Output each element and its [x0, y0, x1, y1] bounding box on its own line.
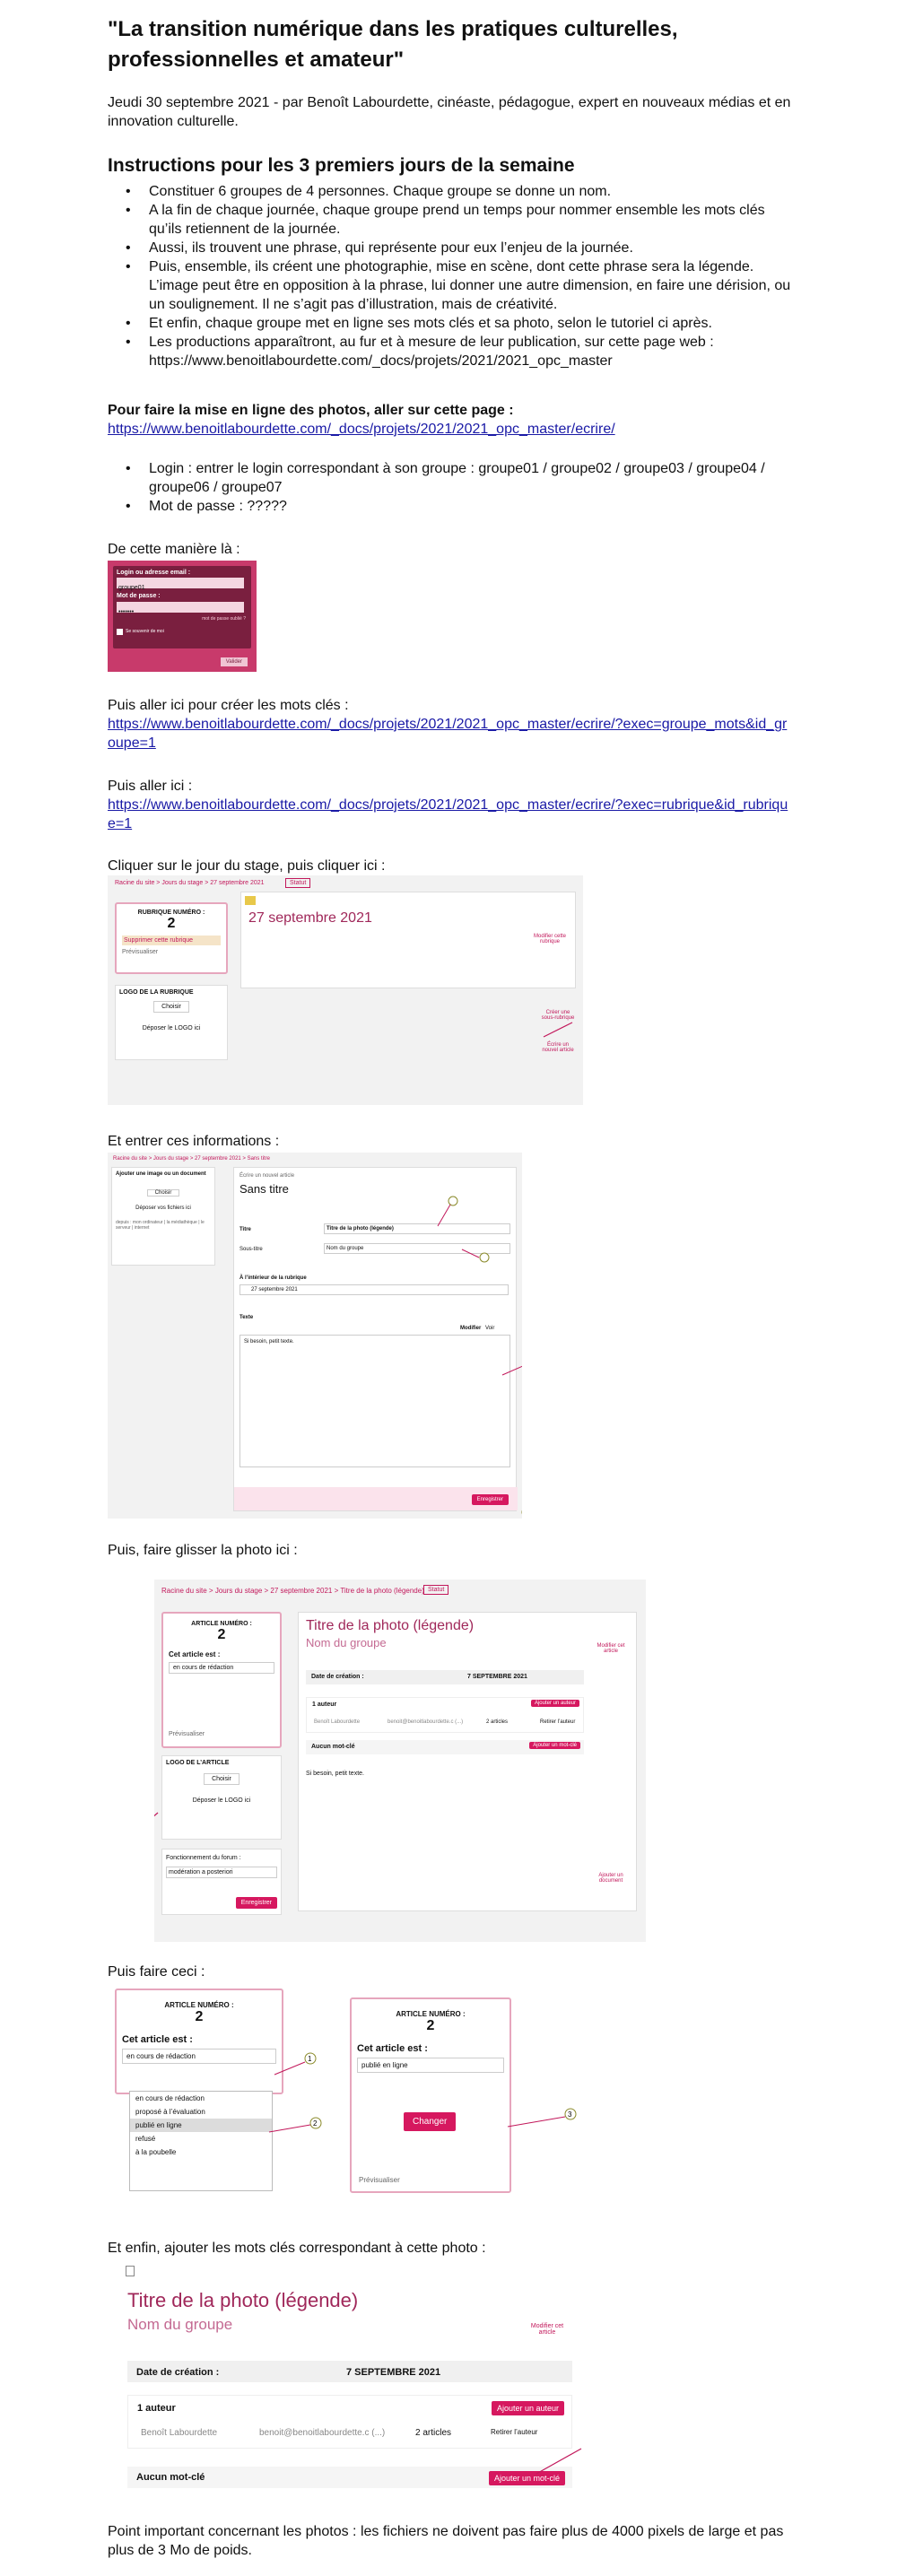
form-title: Sans titre — [239, 1182, 289, 1196]
author-name[interactable]: Benoît Labourdette — [314, 1719, 361, 1725]
remove-author[interactable]: Retirer l’auteur — [540, 1719, 576, 1725]
choose-button[interactable]: Choisir — [153, 1001, 189, 1013]
login-list — [108, 459, 798, 516]
breadcrumb[interactable]: Racine du site > Jours du stage > 27 septembre 2021 > Sans titre — [113, 1156, 270, 1162]
date-label: Date de création : — [136, 2367, 220, 2378]
marker-label: 2 — [313, 2119, 318, 2128]
arrow-icon — [538, 1019, 574, 1046]
instructions-list — [108, 182, 798, 370]
rubrique-info-box — [115, 902, 228, 974]
status-option[interactable]: à la poubelle — [135, 2148, 177, 2156]
forum-label: Fonctionnement du forum : — [166, 1855, 241, 1861]
save-button[interactable]: Enregistrer — [472, 1494, 509, 1505]
save-button[interactable]: Enregistrer — [236, 1897, 277, 1909]
modify-article[interactable]: Modifier cet article — [597, 1643, 625, 1654]
status-option[interactable]: refusé — [135, 2135, 156, 2143]
add-keywords-text: Et enfin, ajouter les mots clés correspondant à cette photo : — [108, 2241, 486, 2256]
submit-button[interactable]: Valider — [221, 657, 248, 666]
article-form-screenshot — [108, 1153, 522, 1519]
marker-label: 1 — [308, 2055, 312, 2063]
rubrique-screenshot — [108, 875, 583, 1105]
authors-label: 1 auteur — [312, 1701, 337, 1708]
article-subtitle: Nom du groupe — [127, 2316, 233, 2333]
preview-link[interactable]: Prévisualiser — [359, 2176, 400, 2184]
login-screenshot — [108, 561, 257, 672]
author-name[interactable]: Benoît Labourdette — [141, 2428, 218, 2438]
login-label: Login ou adresse email : — [117, 570, 191, 576]
remember-checkbox[interactable] — [117, 629, 123, 635]
status-screenshot — [108, 1985, 583, 2200]
drop-zone[interactable]: Déposer vos fichiers ici — [135, 1205, 191, 1211]
remember-label: Se souvenir de moi — [126, 629, 164, 634]
breadcrumb[interactable]: Racine du site > Jours du stage > 27 septembre 2021 > Titre de la photo (légende) — [161, 1587, 424, 1595]
status-button[interactable]: Statut — [285, 878, 310, 888]
article-number-label: ARTICLE NUMÉRO : — [191, 1621, 252, 1627]
drop-zone[interactable]: Déposer le LOGO ici — [192, 1797, 251, 1804]
instructions-heading: Instructions pour les 3 premiers jours de la semaine — [108, 155, 575, 176]
logo-box — [115, 985, 228, 1060]
date-label: Date de création : — [311, 1674, 364, 1680]
drop-zone[interactable]: Déposer le LOGO ici — [142, 1025, 201, 1031]
breadcrumb[interactable]: Racine du site > Jours du stage > 27 septembre 2021 — [115, 880, 265, 886]
article-number-label: ARTICLE NUMÉRO : — [396, 2010, 466, 2018]
change-button[interactable]: Changer — [404, 2112, 456, 2131]
article-body: Si besoin, petit texte. — [306, 1771, 364, 1777]
add-keyword-button[interactable]: Ajouter un mot-clé — [489, 2471, 565, 2485]
choose-button[interactable]: Choisir — [147, 1189, 179, 1197]
login-field[interactable]: groupe01 — [117, 578, 244, 588]
status-select[interactable]: en cours de rédaction — [169, 1662, 274, 1674]
create-subrubrique[interactable]: Créer une sous-rubrique — [541, 1010, 575, 1021]
modify-article[interactable]: Modifier cet article — [530, 2323, 564, 2336]
article-number-label: ARTICLE NUMÉRO : — [164, 2001, 234, 2009]
click-day-text: Cliquer sur le jour du stage, puis cliquer ici : — [108, 858, 386, 874]
logo-label: LOGO DE LA RUBRIQUE — [119, 989, 194, 996]
add-image-label: Ajouter une image ou un document — [116, 1171, 206, 1177]
article-subtitle: Nom du groupe — [306, 1636, 387, 1649]
upload-link[interactable]: https://www.benoitlabourdette.com/_docs/projets/2021/2021_opc_master/ecrire/ — [108, 422, 615, 437]
add-author-button[interactable]: Ajouter un auteur — [531, 1700, 579, 1707]
password-field[interactable]: ••••••• — [117, 602, 244, 613]
then-go-text: Puis aller ici : — [108, 779, 193, 794]
article-title: Titre de la photo (légende) — [127, 2289, 359, 2311]
date-value: 7 SEPTEMBRE 2021 — [467, 1674, 527, 1680]
modify-tab[interactable]: Modifier — [460, 1326, 482, 1331]
article-number: 2 — [217, 1627, 226, 1642]
list-item: • Login : entrer le login correspondant à son groupe : groupe01 / groupe02 / groupe03 / groupe04 / groupe06 / groupe07 — [108, 459, 798, 497]
arrow-icon — [154, 1580, 646, 1942]
status-label: Cet article est : — [122, 2034, 193, 2045]
preview-link[interactable]: Prévisualiser — [122, 949, 159, 955]
list-item: • Constituer 6 groupes de 4 personnes. Chaque groupe se donne un nom. — [108, 182, 798, 201]
date-value: 7 SEPTEMBRE 2021 — [346, 2367, 441, 2378]
list-item: • Mot de passe : ????? — [108, 497, 798, 516]
add-author-button[interactable]: Ajouter un auteur — [492, 2401, 564, 2415]
add-document[interactable]: Ajouter un document — [598, 1873, 623, 1884]
list-item: • A la fin de chaque journée, chaque groupe prend un temps pour nommer ensemble les mots clés qu’ils retiennent de la journée. — [108, 201, 798, 239]
status-option[interactable]: en cours de rédaction — [135, 2094, 205, 2102]
add-keyword-button[interactable]: Ajouter un mot-clé — [529, 1742, 580, 1749]
title-input[interactable]: Titre de la photo (légende) — [324, 1223, 510, 1234]
view-tab[interactable]: Voir — [485, 1326, 495, 1331]
keywords-label: Aucun mot-clé — [136, 2472, 205, 2483]
delete-rubrique[interactable]: Supprimer cette rubrique — [122, 936, 221, 945]
keywords-link[interactable]: https://www.benoitlabourdette.com/_docs/projets/2021/2021_opc_master/ecrire/?exec=groupe_mots&id_groupe=1 — [108, 717, 788, 751]
preview-link[interactable]: Prévisualiser — [169, 1731, 205, 1737]
article-title: Titre de la photo (légende) — [306, 1618, 475, 1633]
page-title: "La transition numérique dans les pratiques culturelles, professionnelles et amateur" — [108, 17, 678, 72]
annotation-arrows — [108, 1153, 522, 1519]
status-select[interactable]: publié en ligne — [357, 2058, 504, 2073]
article-screenshot — [154, 1580, 646, 1942]
parent-select[interactable]: 27 septembre 2021 — [239, 1284, 509, 1295]
folder-icon — [245, 896, 256, 905]
authors-label: 1 auteur — [137, 2403, 176, 2414]
article-number: 2 — [195, 2009, 204, 2024]
status-label: Cet article est : — [357, 2043, 428, 2054]
source-links[interactable]: depuis : mon ordinateur | la médiathèque | le serveur | internet — [116, 1220, 205, 1231]
list-item: • Puis, ensemble, ils créent une photographie, mise en scène, dont cette phrase sera la légende. L’image peut être en opposition à la phrase, lui donner une autre dimension, en faire une dérision, ou un soulignement. Il ne s’agit pas d’illustration, mais de créativité. — [108, 257, 798, 314]
remove-author[interactable]: Retirer l’auteur — [491, 2428, 538, 2436]
forum-select[interactable]: modération a posteriori — [166, 1867, 277, 1878]
list-item: • Et enfin, chaque groupe met en ligne ses mots clés et sa photo, selon le tutoriel ci après. — [108, 314, 798, 333]
subtitle-input[interactable]: Nom du groupe — [324, 1243, 510, 1254]
subtitle-label: Sous-titre — [239, 1247, 263, 1252]
author-email: benoit@benoitlabourdette.c (...) — [259, 2428, 386, 2438]
keywords-label: Aucun mot-clé — [311, 1744, 355, 1750]
arrow-icon — [118, 2260, 590, 2506]
forgot-link[interactable]: mot de passe oublié ? — [202, 616, 246, 622]
keywords-intro: Puis aller ici pour créer les mots clés : — [108, 698, 349, 713]
annotation-arrows — [108, 1985, 583, 2200]
choose-button[interactable]: Choisir — [204, 1773, 239, 1785]
logo-label: LOGO DE L’ARTICLE — [166, 1760, 230, 1766]
intro-text: Jeudi 30 septembre 2021 - par Benoît Labourdette, cinéaste, pédagogue, expert en nouveaux médias et en innovation culturelle. — [108, 95, 791, 129]
password-label: Mot de passe : — [117, 593, 161, 599]
enter-info-text: Et entrer ces informations : — [108, 1134, 280, 1149]
title-label: Titre — [239, 1227, 251, 1232]
author-articles: 2 articles — [486, 1719, 509, 1725]
author-email: benoit@benoitlabourdette.c (...) — [388, 1719, 464, 1725]
rubrique-number-label: RUBRIQUE NUMÉRO : — [137, 909, 205, 916]
status-option[interactable]: publié en ligne — [130, 2119, 272, 2132]
list-item: • Les productions apparaîtront, au fur et à mesure de leur publication, sur cette page web : https://www.benoitlabourdette.com/_docs/projets/2021/2021_opc_master — [108, 333, 798, 370]
keywords-screenshot — [118, 2260, 590, 2506]
rubrique-heading: 27 septembre 2021 — [248, 910, 372, 926]
status-select[interactable]: en cours de rédaction — [122, 2049, 276, 2064]
article-number: 2 — [426, 2018, 435, 2033]
text-value: Si besoin, petit texte. — [244, 1339, 294, 1345]
author-articles: 2 articles — [415, 2428, 452, 2438]
like-this-text: De cette manière là : — [108, 542, 240, 557]
status-button[interactable]: Statut — [423, 1585, 448, 1595]
rubrique-number: 2 — [167, 916, 176, 931]
upload-heading: Pour faire la mise en ligne des photos, aller sur cette page : — [108, 403, 514, 418]
text-label: Texte — [239, 1315, 254, 1320]
do-this-text: Puis faire ceci : — [108, 1964, 205, 1980]
modify-rubrique[interactable]: Modifier cette rubrique — [533, 934, 566, 944]
status-label: Cet article est : — [169, 1650, 221, 1658]
rubrique-link[interactable]: https://www.benoitlabourdette.com/_docs/projets/2021/2021_opc_master/ecrire/?exec=rubrique&id_rubrique=1 — [108, 797, 788, 831]
write-article[interactable]: Écrire un nouvel article — [542, 1042, 574, 1053]
list-item: • Aussi, ils trouvent une phrase, qui représente pour eux l’enjeu de la journée. — [108, 239, 798, 257]
marker-label: 3 — [568, 2110, 572, 2119]
footer-note: Point important concernant les photos : les fichiers ne doivent pas faire plus de 4000 pixels de large et pas plus de 3 Mo de poids. — [108, 2524, 784, 2558]
rubrique-main — [240, 892, 576, 988]
status-option[interactable]: proposé à l’évaluation — [135, 2108, 205, 2116]
parent-label: À l’intérieur de la rubrique — [239, 1275, 307, 1281]
drag-photo-text: Puis, faire glisser la photo ici : — [108, 1543, 298, 1558]
form-subtitle: Écrire un nouvel article — [239, 1173, 295, 1179]
